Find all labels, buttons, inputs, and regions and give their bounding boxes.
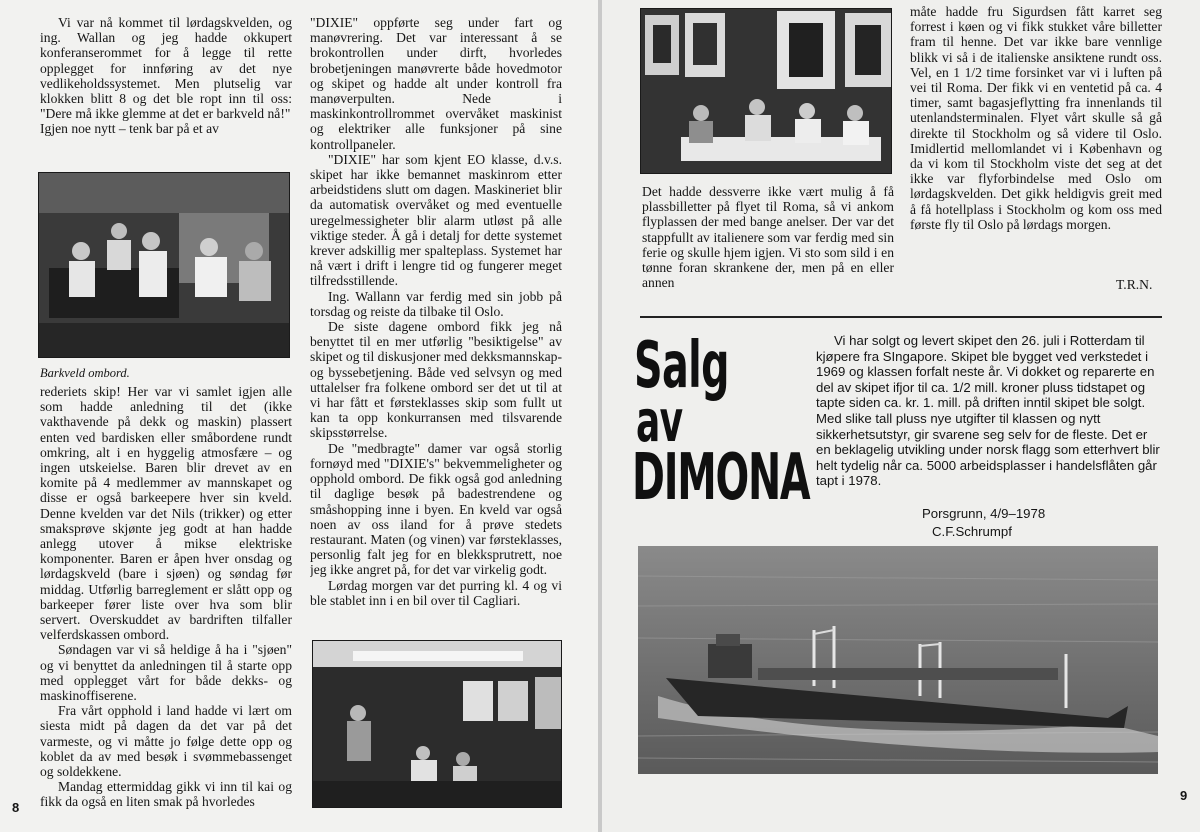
right-col2	[910, 4, 1162, 256]
paragraph: De siste dagene ombord fikk jeg nå benyttet til en mer utførlig "besiktigelse" av skipet og til diskusjoner med dekksmannskap- og byssebetjening. Både ved selvsyn og med uttalelser fra folkene ombord ser det ut til at vi har fått et førsteklasses skip som fullt ut kan ta opp konkurransen med tilsvarende skipsstørrelse.	[310, 319, 562, 441]
paragraph: Vi var nå kommet til lørdagskvelden, og ing. Wallan og jeg hadde okkupert konferanserommet for å legge til rette opplegget for innføring av det nye vedlikeholdssystemet. Men plutselig var klokken blitt 8 og det ble ropt inn til oss: "Dere må ikke glemme at det er barkveld nå!"	[40, 15, 292, 122]
left-col2	[310, 15, 562, 635]
right-col1	[642, 184, 894, 294]
left-col1-bottom	[40, 384, 292, 812]
signature: T.R.N.	[1116, 277, 1153, 292]
paragraph: Igjen noe nytt – tenk bar på et av	[40, 121, 219, 137]
dining-photo	[312, 640, 562, 808]
paragraph: Det hadde dessverre ikke vært mulig å få plassbilletter på flyet til Roma, så vi ankom flyplassen der med bange anelser. Der var det stappfullt av italienere som var ferdig med sin ferie og skulle hjem igjen. Vi sto som sild i en tønne foran skrankene der, men på en eller annen	[642, 184, 894, 291]
page-number-right: 9	[1180, 788, 1188, 803]
ship-photo-image	[638, 546, 1158, 774]
paragraph: Søndagen var vi så heldige å ha i "sjøen" og vi benyttet da anledningen til å starte opp med opplegget vårt for både dekks- og maskinoffiserene.	[40, 642, 292, 704]
dinner-table-photo-image	[641, 9, 892, 174]
paragraph: måte hadde fru Sigurdsen fått karret seg forrest i køen og vi fikk stukket våre billetter fram til henne. Det var ikke bare vennlige blikk vi så i de italienske ansiktene rundt oss. Vel, en 1 1/2 time forsinket var vi i luften på vei til Roma. Der fikk vi en ventetid på ca. 4 timer, samt bagasjeflytting fra innenlands til utenlandsterminalen. Flyet vårt skulle så gå direkte til Stockholm og så videre til Oslo. Imidlertid mellomlandet vi i København og da vi kom til Stockholm viste det seg at det ikke var flyforbindelse med Oslo om lørdagskvelden. Det gikk heldigvis greit med å få hotellplass i Stockholm og kom oss med første fly til Oslo på lørdags morgen.	[910, 4, 1162, 232]
page-number-left: 8	[12, 800, 20, 815]
dining-photo-image	[313, 641, 562, 808]
paragraph: Vi har solgt og levert skipet den 26. juli i Rotterdam til kjøpere fra SIngapore. Skipet ble bygget ved verkstedet i 1969 og klassen forfalt neste år. Vi dokket og reparerte en del av skipet ifjor til ca. 1/2 mill. kroner pluss tidstapet og tapte siden ca. kr. 1. mill. på driften inntil skipet ble solgt. Med slike tall pluss nye utgifter til klassen og nytt sikkerhetsutstyr, gir svarene seg selv for de fleste. Det er en beklagelig utvikling under norsk flagg som etterhvert blir helt tydelig når ca. 5000 arbeidsplasser i handelsflåten går tapt i 1978.	[816, 333, 1160, 489]
article-body	[816, 333, 1162, 493]
section-divider	[640, 316, 1162, 318]
bar-photo-image	[39, 173, 290, 358]
paragraph: Mandag ettermiddag gikk vi inn til kai og fikk da også en liten smak på hvorledes	[40, 779, 292, 810]
article-title-line-1: Salg	[634, 329, 729, 403]
bar-photo-caption: Barkveld ombord.	[40, 366, 130, 380]
bar-photo	[38, 172, 290, 358]
paragraph: "DIXIE" oppførte seg under fart og manøvrering. Det var interessant å se brokontrollen under dirft, hvorledes brobetjeningen manøvrerte både hovedmotor og skipet og hadde alt under kontroll fra manøverpulten. Nede i maskinkontrollrommet overvåket maskinist og elektriker alle funksjoner på sine kontrollpaneler.	[310, 15, 562, 152]
paragraph: Lørdag morgen var det purring kl. 4 og vi ble stablet inn i en bil over til Cagliari.	[310, 577, 562, 608]
left-col1-top	[40, 15, 292, 153]
right-page	[602, 0, 1200, 832]
article-title-line-3: DIMONA	[632, 441, 810, 515]
article-author: C.F.Schrumpf	[932, 524, 1012, 539]
paragraph: De "medbragte" damer var også storlig fornøyd med "DIXIE's" bekvemmeligheter og opphold ombord. De fikk også god anledning til daglige besøk på badestrendene og småshopping inne i byen. En kveld var også noen av oss iland for å prøve stedets restaurant. Maten (og vinen) var førsteklasses, personlig falt jeg for en blekksprutrett, noe jeg ikke angret på, for det var virkelig godt.	[310, 440, 562, 578]
paragraph: Fra vårt opphold i land hadde vi lært om siesta midt på dagen da det var på det varmeste, og vi måtte jo følge dette opp og koblet da av med besøk i svømmebassenget og soldekkene.	[40, 703, 292, 780]
left-page	[0, 0, 598, 832]
paragraph: rederiets skip! Her var vi samlet igjen alle som hadde anledning til det (ikke vakthavende på dekk og maskin) plassert enten ved bardisken eller småbordene rundt omkring, alt i en hyggelig atmosfære – og ingen utskeielse. Baren blir drevet av en komite på 4 medlemmer av mannskapet og disse er også barkeepere hver sin kveld. Denne kvelden var det Nils (trikker) og etter smaksprøve skjønte jeg godt at han hadde anlegg utover å mikse elektriske komponenter. Baren er åpen hver onsdag og lørdagskveld (bare i sjøen) og søndag før middag. Utførlig barreglement er slått opp og barkeeper fører liste over hva som blir servert. Overskuddet av bardriften tilfaller velferdskassen ombord.	[40, 384, 292, 643]
paragraph: "DIXIE" har som kjent EO klasse, d.v.s. skipet har ikke bemannet maskinrom etter arbeidstidens slutt om dagen. Maskineriet blir da automatisk overvåket og med eventuelle uregelmessigheter blir alarm utløst på alle viktige steder. Å gå i detalj for dette systemet krever adskillig mer spalteplass. Systemet har nå vært i drift i lengre tid og fungerer meget tilfredsstillende.	[310, 151, 562, 289]
article-title-line-2: av	[636, 387, 683, 455]
ship-photo	[638, 546, 1158, 774]
article-dateline: Porsgrunn, 4/9–1978	[922, 506, 1046, 521]
dinner-table-photo	[640, 8, 892, 174]
paragraph: Ing. Wallann var ferdig med sin jobb på torsdag og reiste da tilbake til Oslo.	[310, 288, 562, 319]
